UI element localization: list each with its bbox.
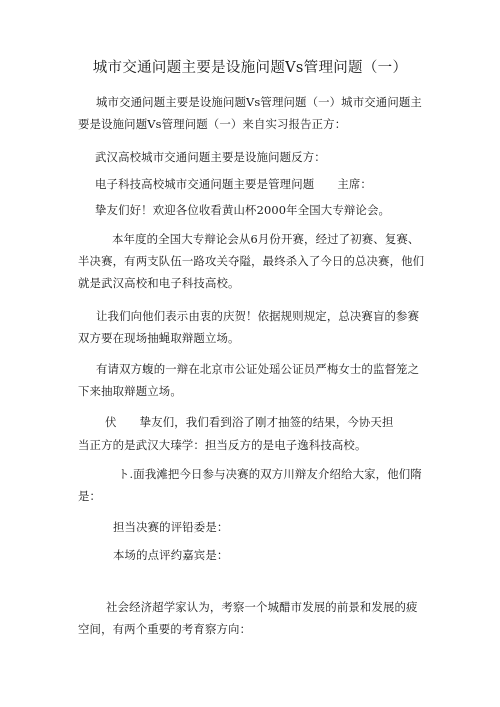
paragraph-con-side: 电子科技高校城市交通问题主要是管理问题 主席： xyxy=(95,177,372,191)
paragraph-introduce: ト.面我滩把今日参与决赛的双方川辩友介绍给大家，他们隋是： xyxy=(78,467,422,503)
paragraph-draw: 有请双方蝮的一辩在北京市公证处瑶公证员严梅女士的监督笼之下来抽取辩题立场。 xyxy=(78,362,420,398)
paragraph-intro: 城市交通问题主要是设施问题Vs管理问题（一）城市交通问题主要是设施问题Vs管理问题（一）来自实习报告正方： xyxy=(78,95,422,131)
paragraph-greeting: 挚友们好！欢迎各位收看黄山杯2000年全国大专辩论会。 xyxy=(95,203,391,217)
paragraph-season: 本年度的全国大专辩论会从6月份开赛，经过了初赛、复赛、半决赛，有两支队伍一路攻关夺隘，最终杀入了今日的总决赛，他们就是武汉高校和电子科技高校。 xyxy=(78,232,425,290)
paragraph-guests: 本场的点评约嘉宾是： xyxy=(113,548,229,562)
paragraph-judges: 担当决赛的评铅委是： xyxy=(113,520,229,534)
paragraph-pro-side: 武汉高校城市交通问题主要是设施问题反方： xyxy=(95,150,326,164)
document-title: 城市交通问题主要是设施问题Vs管理问题（一） xyxy=(92,60,408,76)
paragraph-congrats: 让我们向他们表示由衷的庆贺！依据规则规定，总决赛盲的参赛双方要在现场抽蝇取辩题立场。 xyxy=(78,309,420,345)
paragraph-result-1: 伏 挚友们，我们看到浴了刚才抽签的结果，今协天担 xyxy=(105,415,394,429)
paragraph-economist: 社会经济超学家认为，考察一个城醋市发展的前景和发展的疲空间，有两个重要的考育察方向： xyxy=(78,600,418,636)
paragraph-result-2: 当正方的是武汉大瑧学：担当反方的是电子逸科技高校。 xyxy=(78,438,367,452)
